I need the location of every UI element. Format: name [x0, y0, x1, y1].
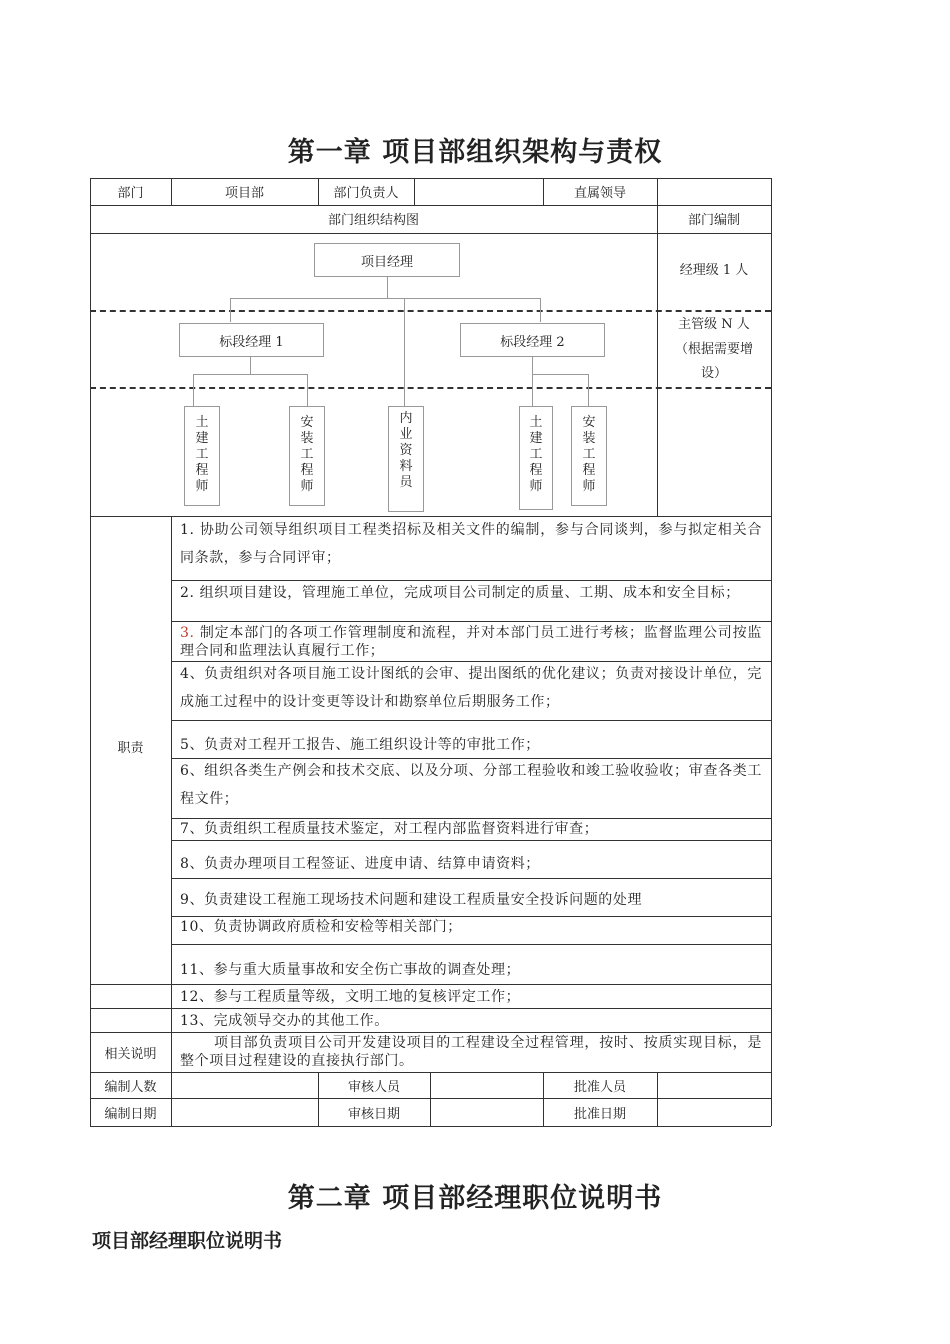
duty-item: 11、参与重大质量事故和安全伤亡事故的调查处理；: [180, 962, 521, 978]
staffing-supervisor-line-3: 设）: [700, 366, 727, 381]
staffing-supervisor-line-1: 主管级 N 人: [678, 317, 750, 332]
org-node-document-clerk: [388, 406, 424, 512]
duty-item: 7、负责组织工程质量技术鉴定，对工程内部监督资料进行审查；: [180, 821, 599, 837]
duty-item: 6、组织各类生产例会和技术交底、以及分项、分部工程验收和竣工验收验收；审查各类工程文件；: [180, 763, 762, 807]
chapter-1-title: 第一章 项目部组织架构与责权: [287, 137, 663, 168]
staffing-label: 部门编制: [687, 213, 740, 228]
org-node-label: 土建工程师: [195, 415, 209, 494]
chapter-2-title: 第二章 项目部经理职位说明书: [287, 1183, 663, 1214]
duties-label: 职责: [117, 741, 144, 756]
org-node-install-engineer-1: [289, 406, 325, 506]
duty-item: 8、负责办理项目工程签证、进度申请、结算申请资料；: [180, 856, 540, 872]
duty-item: 2. 组织项目建设，管理施工单位，完成项目公司制定的质量、工期、成本和安全目标；: [180, 585, 740, 601]
dept-value: 项目部: [224, 186, 264, 201]
duty-item: 1. 协助公司领导组织项目工程类招标及相关文件的编制，参与合同谈判，参与拟定相关合同条款，参与合同评审；: [180, 522, 762, 566]
staffing-supervisor-line-2: （根据需要增: [674, 342, 753, 357]
org-node-project-manager: 项目经理: [314, 243, 460, 277]
reviewer-label: 审核人员: [347, 1080, 400, 1095]
staffing-manager-level: 经理级 1 人: [679, 263, 749, 278]
duty-item: 3. 制定本部门的各项工作管理制度和流程，并对本部门员工进行考核；监督监理公司按监理合同和监理法认真履行工作；: [180, 625, 762, 659]
duty-item: 9、负责建设工程施工现场技术问题和建设工程质量安全投诉问题的处理: [180, 892, 643, 908]
notes-text: 项目部负责项目公司开发建设项目的工程建设全过程管理，按时、按质实现目标，是整个项目过程建设的直接执行部门。: [180, 1035, 762, 1069]
duty-item: 5、负责对工程开工报告、施工组织设计等的审批工作；: [180, 737, 540, 753]
org-node-install-engineer-2: [571, 406, 607, 506]
org-node-section-manager-1: 标段经理 1: [179, 323, 324, 357]
dept-label: 部门: [117, 186, 144, 201]
duty-item: 4、负责组织对各项目施工设计图纸的会审、提出图纸的优化建议；负责对接设计单位，完成施工过程中的设计变更等设计和勘察单位后期服务工作；: [180, 666, 762, 710]
duty-item: 10、负责协调政府质检和安检等相关部门；: [180, 919, 462, 935]
dept-head-label: 部门负责人: [333, 186, 399, 201]
section-title: 项目部经理职位说明书: [92, 1230, 283, 1252]
org-node-label: 内业资料员: [399, 411, 413, 490]
prepared-date-label: 编制日期: [104, 1107, 157, 1122]
org-node-civil-engineer-1: [184, 406, 220, 506]
org-node-label: 土建工程师: [529, 415, 543, 494]
org-node-label: 安装工程师: [300, 415, 314, 494]
duty-item: 13、完成领导交办的其他工作。: [180, 1013, 389, 1029]
org-node-label: 安装工程师: [582, 415, 596, 494]
org-node-civil-engineer-2: [519, 406, 553, 510]
duty-item: 12、参与工程质量等级，文明工地的复核评定工作；: [180, 989, 521, 1005]
direct-leader-label: 直属领导: [573, 186, 626, 201]
approve-date-label: 批准日期: [573, 1107, 626, 1122]
org-node-section-manager-2: 标段经理 2: [460, 323, 605, 357]
review-date-label: 审核日期: [347, 1107, 400, 1122]
staff-count-label: 编制人数: [104, 1080, 157, 1095]
org-chart-label: 部门组织结构图: [327, 213, 419, 228]
notes-label: 相关说明: [104, 1047, 157, 1062]
approver-label: 批准人员: [573, 1080, 626, 1095]
